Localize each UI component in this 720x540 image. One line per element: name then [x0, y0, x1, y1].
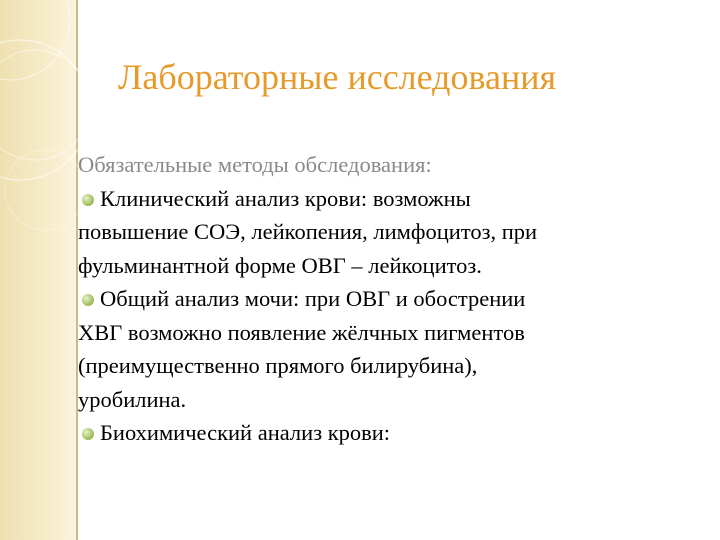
list-item-line: Клинический анализ крови: возможны: [100, 185, 471, 211]
slide-body: [78, 148, 698, 450]
list-item-line: Биохимический анализ крови:: [100, 420, 391, 445]
list-item: [78, 282, 698, 416]
list-item-line: (преимущественно прямого билирубина),: [78, 353, 478, 378]
list-item-line: ХВГ возможно появление жёлчных пигментов: [78, 319, 525, 345]
decorative-circles-icon: [0, 0, 78, 250]
list-item-line: фульминантной форме ОВГ – лейкоцитоз.: [78, 252, 482, 278]
bullet-dot-icon: [82, 428, 94, 440]
list-item-line: повышение СОЭ, лейкопения, лимфоцитоз, при: [78, 219, 538, 244]
slide-title: Лабораторные исследования: [118, 57, 557, 97]
list-item: [78, 416, 698, 450]
list-item-line: Общий анализ мочи: при ОВГ и обострении: [100, 286, 526, 311]
subheading: Обязательные методы обследования:: [78, 152, 432, 177]
bullet-dot-icon: [82, 194, 94, 206]
list-item-line: уробилина.: [78, 386, 187, 412]
bullet-dot-icon: [82, 294, 94, 306]
list-item: [78, 182, 698, 283]
